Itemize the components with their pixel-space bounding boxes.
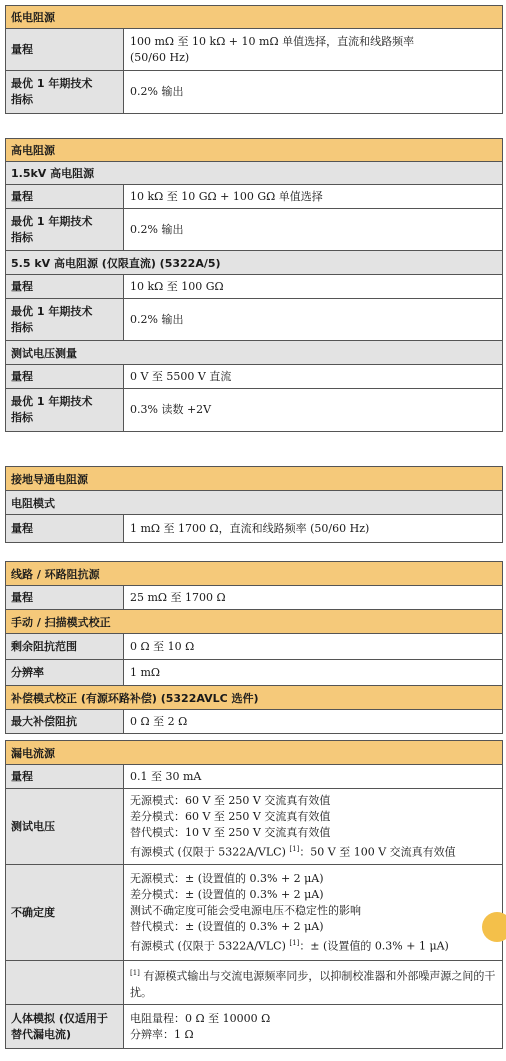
row-label: 不确定度 bbox=[6, 865, 124, 960]
table-row bbox=[6, 209, 502, 251]
table-row bbox=[6, 299, 502, 341]
row-label: 量程 bbox=[6, 365, 124, 388]
section-header: 补偿模式校正 (有源环路补偿) (5322AVLC 选件) bbox=[6, 686, 502, 710]
section-header: 测试电压测量 bbox=[6, 341, 502, 365]
row-value: 0 Ω 至 10 Ω bbox=[130, 639, 195, 653]
table-header: 低电阻源 bbox=[6, 6, 502, 29]
table-row bbox=[6, 275, 502, 299]
row-label: 分辨率 bbox=[6, 660, 124, 685]
table-row bbox=[6, 660, 502, 686]
row-label: 测试电压 bbox=[6, 789, 124, 864]
leakage-current-table bbox=[5, 740, 503, 1049]
table-row bbox=[6, 389, 502, 431]
row-label: 最优 1 年期技术 指标 bbox=[6, 209, 124, 250]
row-label: 最优 1 年期技术 指标 bbox=[6, 299, 124, 340]
page-marker-tab bbox=[482, 912, 506, 942]
row-value: 0.2% 输出 bbox=[130, 85, 184, 98]
row-value: 0.2% 输出 bbox=[130, 222, 184, 236]
table-row bbox=[6, 961, 502, 1005]
row-value: 0.1 至 30 mA bbox=[130, 769, 202, 783]
table-row bbox=[6, 365, 502, 389]
table-row bbox=[6, 515, 502, 542]
row-label: 最优 1 年期技术 指标 bbox=[6, 389, 124, 431]
row-label: 剩余阻抗范围 bbox=[6, 634, 124, 659]
high-resistance-table bbox=[5, 138, 503, 432]
section-header: 1.5kV 高电阻源 bbox=[6, 162, 502, 185]
row-value: 25 mΩ 至 1700 Ω bbox=[130, 590, 226, 604]
row-label: 最大补偿阻抗 bbox=[6, 710, 124, 733]
table-row bbox=[6, 586, 502, 610]
row-label: 量程 bbox=[6, 29, 124, 70]
table-row bbox=[6, 865, 502, 961]
row-label: 人体模拟 (仅适用于替代漏电流) bbox=[6, 1005, 124, 1048]
section-header: 5.5 kV 高电阻源 (仅限直流) (5322A/5) bbox=[6, 251, 502, 275]
section-header: 手动 / 扫描模式校正 bbox=[6, 610, 502, 634]
table-row bbox=[6, 634, 502, 660]
row-value: 无源模式：± (设置值的 0.3% + 2 μA) 差分模式：± (设置值的 0.3% + 2 μA) 测试不确定度可能会受电源电压不稳定性的影响 替代模式：± (设置值的 0.3% + 2 μA) 有源模式 (仅限于 5322A/VLC) [1]：± (设置值的 0.3% + 1 μA) bbox=[130, 871, 449, 953]
table-row bbox=[6, 710, 502, 733]
row-label: 量程 bbox=[6, 765, 124, 788]
row-value: 10 kΩ 至 100 GΩ bbox=[130, 279, 224, 293]
table-row bbox=[6, 29, 502, 71]
table-row bbox=[6, 185, 502, 209]
row-value: 0.2% 输出 bbox=[130, 312, 184, 326]
row-label: 量程 bbox=[6, 515, 124, 542]
table-header: 接地导通电阻源 bbox=[6, 467, 502, 491]
table-row bbox=[6, 765, 502, 789]
table-row bbox=[6, 1005, 502, 1048]
loop-impedance-table bbox=[5, 561, 503, 734]
row-value: 100 mΩ 至 10 kΩ + 10 mΩ 单值选择，直流和线路频率 (50/60 Hz) bbox=[130, 34, 415, 64]
ground-bond-table bbox=[5, 466, 503, 543]
table-row bbox=[6, 71, 502, 113]
row-label: 量程 bbox=[6, 586, 124, 609]
row-value: 10 kΩ 至 10 GΩ + 100 GΩ 单值选择 bbox=[130, 189, 323, 203]
table-header: 漏电流源 bbox=[6, 741, 502, 765]
row-label bbox=[6, 961, 124, 1004]
row-label: 量程 bbox=[6, 275, 124, 298]
table-header: 线路 / 环路阻抗源 bbox=[6, 562, 502, 586]
row-label: 量程 bbox=[6, 185, 124, 208]
table-row bbox=[6, 789, 502, 865]
footnote: [1] 有源模式输出与交流电源频率同步，以抑制校准器和外部噪声源之间的干扰。 bbox=[130, 969, 496, 999]
row-value: 0 Ω 至 2 Ω bbox=[130, 714, 188, 728]
row-value: 1 mΩ 至 1700 Ω，直流和线路频率 (50/60 Hz) bbox=[130, 521, 370, 535]
row-value: 0 V 至 5500 V 直流 bbox=[130, 369, 232, 383]
row-value: 电阻量程：0 Ω 至 10000 Ω 分辨率：1 Ω bbox=[130, 1011, 271, 1041]
row-value: 0.3% 读数 +2V bbox=[130, 403, 212, 416]
row-value: 无源模式：60 V 至 250 V 交流真有效值 差分模式：60 V 至 250 V 交流真有效值 替代模式：10 V 至 250 V 交流真有效值 有源模式 (仅限于 5322A/VLC) [1]：50 V 至 100 V 交流真有效值 bbox=[130, 793, 456, 859]
row-label: 最优 1 年期技术 指标 bbox=[6, 71, 124, 113]
row-value: 1 mΩ bbox=[130, 665, 161, 679]
low-resistance-table bbox=[5, 5, 503, 114]
section-header: 电阻模式 bbox=[6, 491, 502, 515]
table-header: 高电阻源 bbox=[6, 139, 502, 162]
